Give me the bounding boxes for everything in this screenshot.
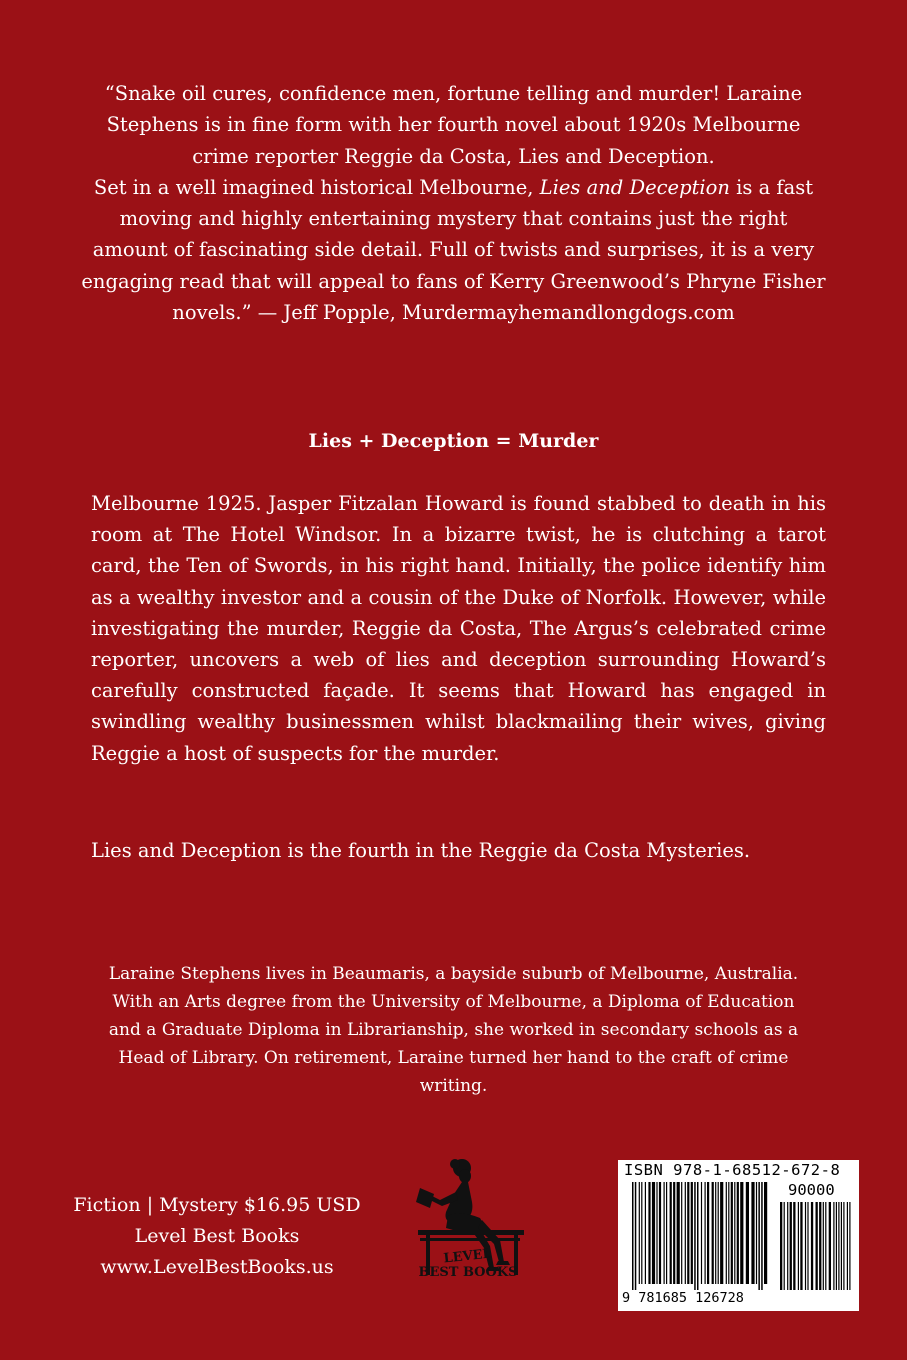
review-quote-part1: “Snake oil cures, confidence men, fortune telling and murder! Laraine Stephens is in fine form with her fourth novel about 1920s Melbourne crime reporter Reggie da Costa, Lies and Deception. <box>104 82 803 168</box>
isbn-label: ISBN 978-1-68512-672-8 <box>624 1161 841 1179</box>
review-quote <box>80 78 827 328</box>
logo-text-best-books: BEST BOOKS <box>418 1265 518 1280</box>
review-quote-part2-post: is a fast moving and highly entertaining mystery that contains just the right amount of fascinating side detail. Full of twists and surprises, it is a very engaging read that will appeal to fans of Kerry Greenwood’s Phryne Fisher novels.” — Jeff Popple, Murdermayhemandlongdogs.com <box>81 175 826 325</box>
publisher-website: www.LevelBestBooks.us <box>100 1256 334 1278</box>
book-blurb: Melbourne 1925. Jasper Fitzalan Howard is found stabbed to death in his room at The Hotel Windsor. In a bizarre twist, he is clutching a tarot card, the Ten of Swords, in his right hand. Initially, the police identify him as a wealthy investor and a cousin of the Duke of Norfolk. However, while investigating the murder, Reggie da Costa, The Argus’s celebrated crime reporter, uncovers a web of lies and deception surrounding Howard’s carefully constructed façade. It seems that Howard has engaged in swindling wealthy businessmen whilst blackmailing their wives, giving Reggie a host of suspects for the murder. <box>91 492 826 765</box>
author-bio: Laraine Stephens lives in Beaumaris, a bayside suburb of Melbourne, Australia. With an Arts degree from the University of Melbourne, a Diploma of Education and a Graduate Diploma in Librarianship, she worked in secondary schools as a Head of Library. On retirement, Laraine turned her hand to the craft of crime writing. <box>108 964 799 1096</box>
barcode-digits: 9 781685 126728 <box>622 1290 744 1306</box>
tagline: Lies + Deception = Murder <box>308 430 599 452</box>
level-best-books-logo <box>390 1150 530 1290</box>
logo-text-level: LEVEL <box>442 1246 493 1267</box>
publisher-info <box>52 1190 382 1283</box>
price-code: 90000 <box>788 1181 835 1199</box>
review-quote-part2-pre: Set in a well imagined historical Melbourne, <box>93 175 540 199</box>
category-price: Fiction | Mystery $16.95 USD <box>73 1194 361 1216</box>
review-quote-title: Lies and Deception <box>539 175 730 199</box>
publisher-name: Level Best Books <box>134 1225 300 1247</box>
isbn-barcode <box>618 1160 859 1311</box>
series-note: Lies and Deception is the fourth in the Reggie da Costa Mysteries. <box>91 839 751 862</box>
